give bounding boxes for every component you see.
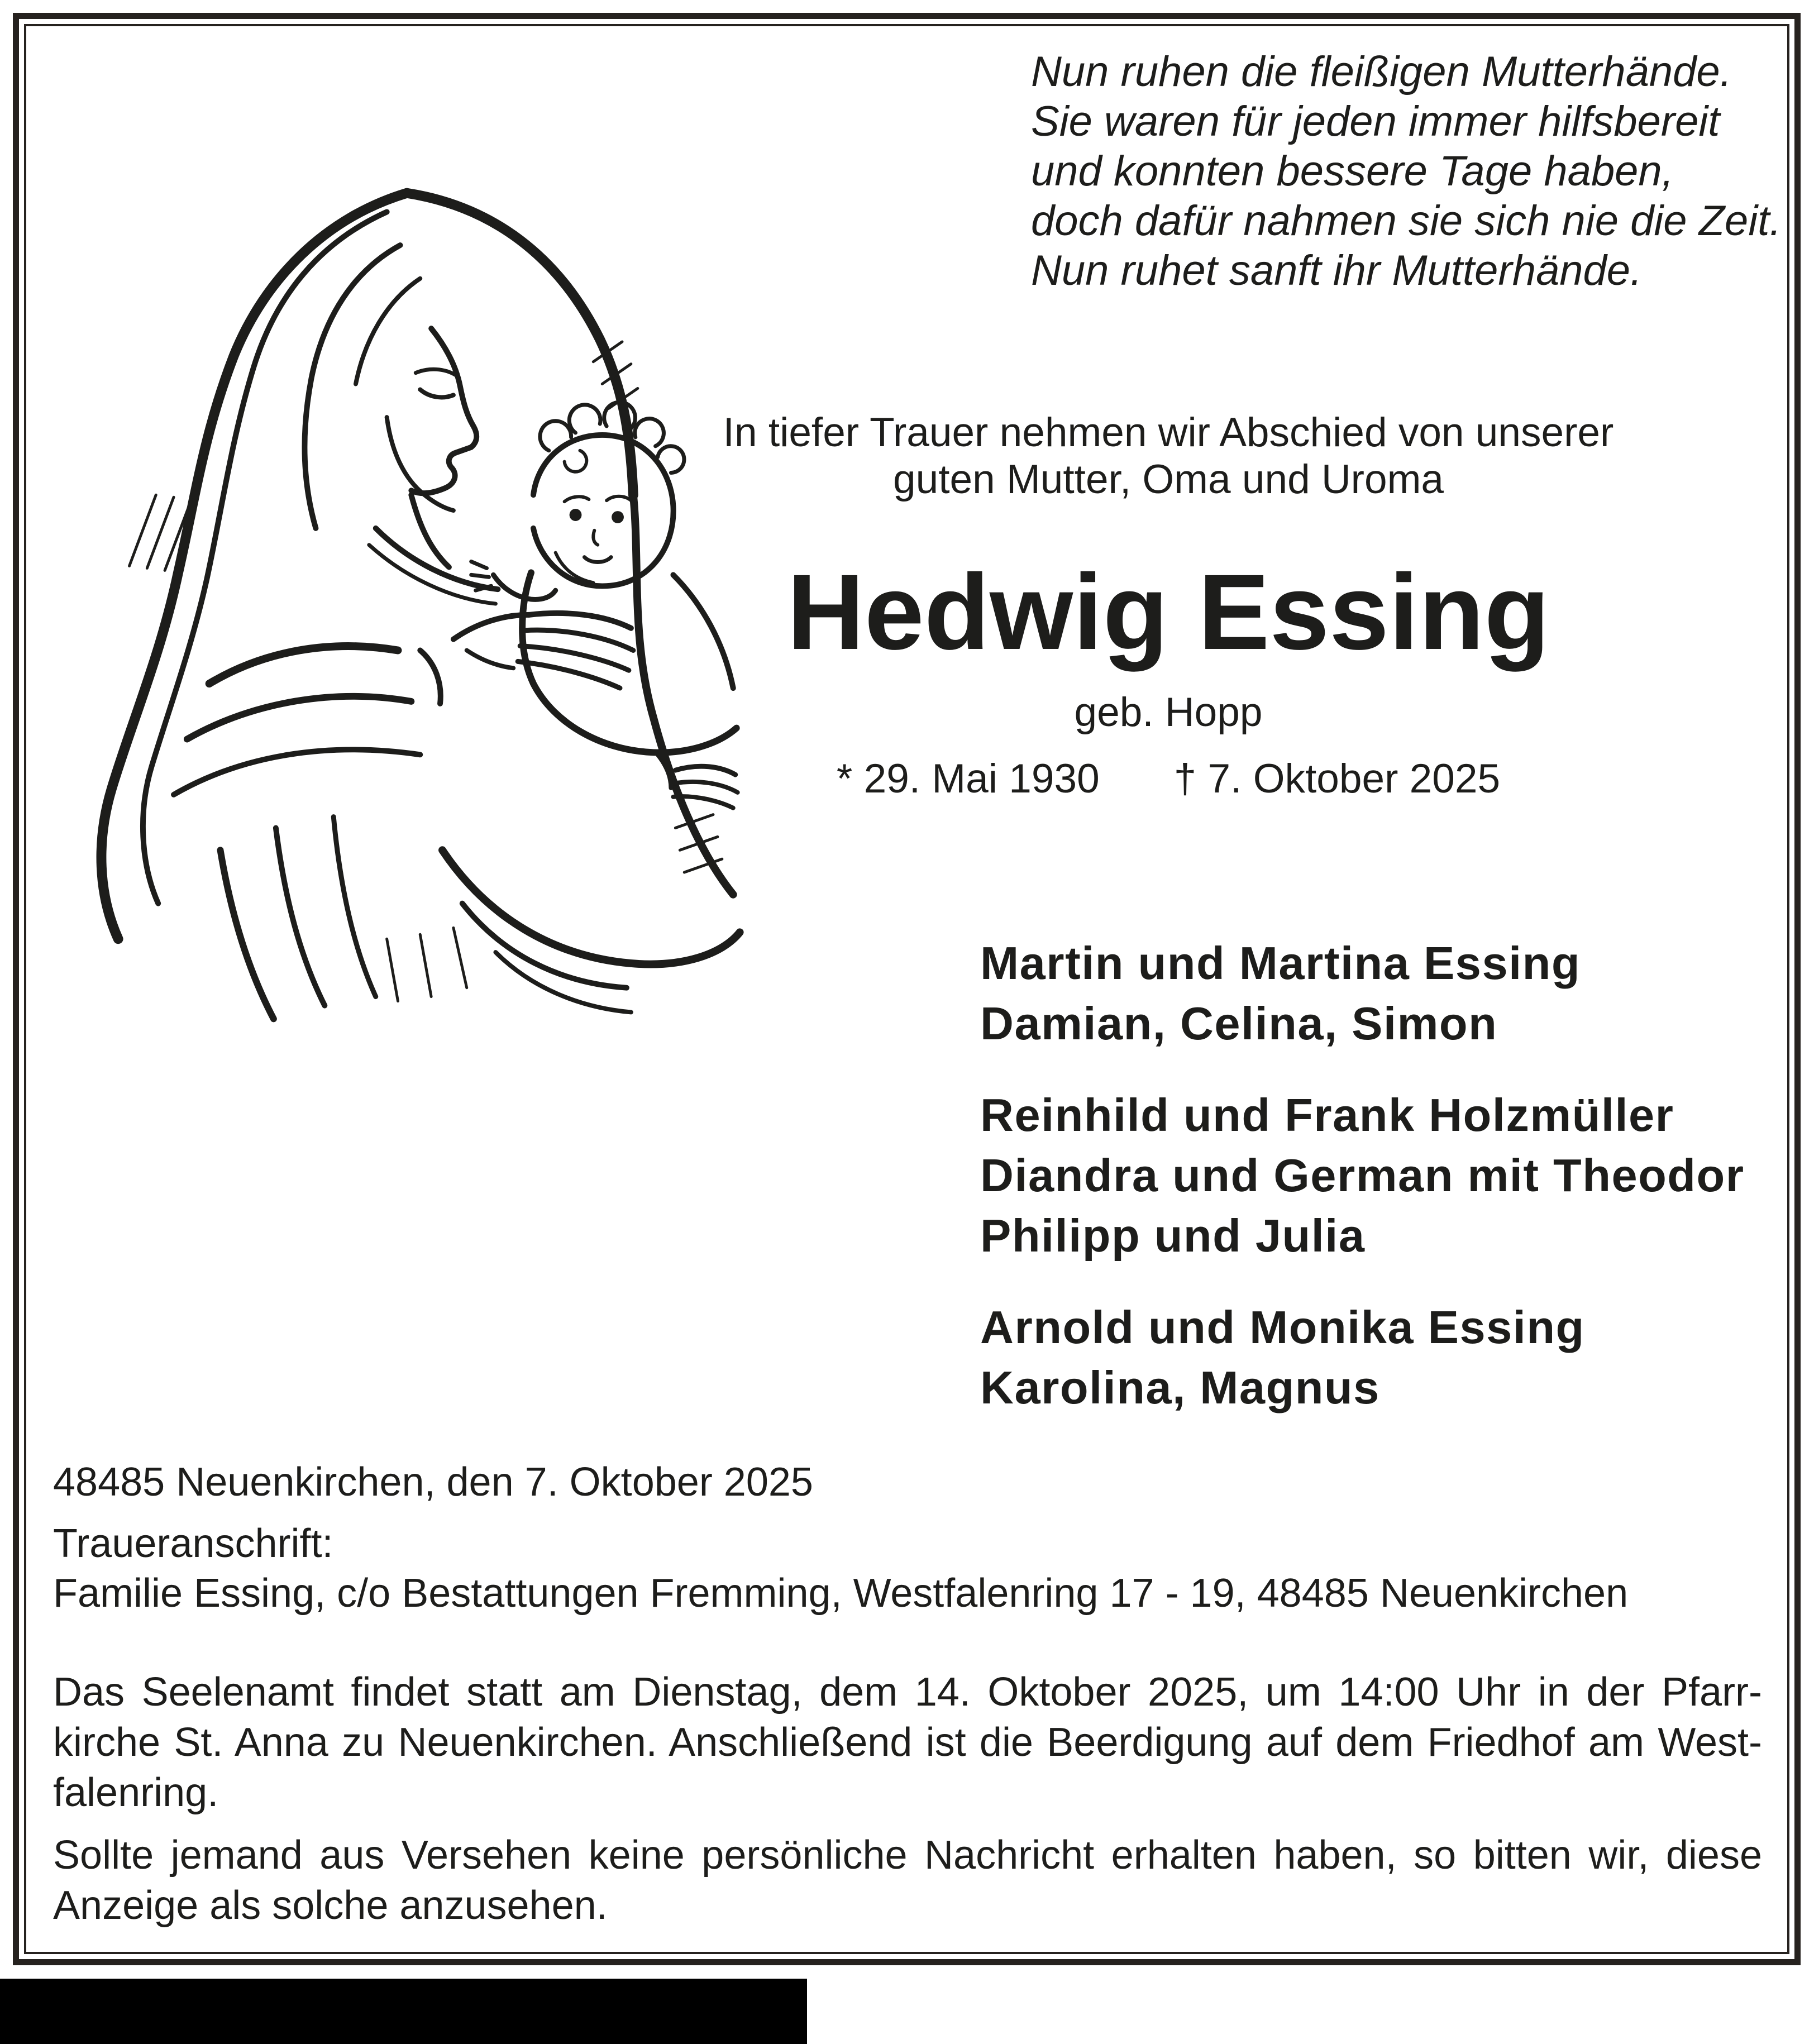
birth-date: * 29. Mai 1930 bbox=[836, 756, 1100, 801]
service-line: Das Seelenamt findet statt am Dienstag, dem 14. Oktober 2025, um 14:00 Uhr in der Pfarr- bbox=[53, 1670, 1762, 1715]
notice-paragraph bbox=[53, 1830, 1762, 1931]
mourner-line: Damian, Celina, Simon bbox=[980, 997, 1498, 1049]
mourner-group bbox=[980, 1297, 1745, 1418]
notice-line: Anzeige als solche anzusehen. bbox=[53, 1883, 608, 1928]
service-paragraph bbox=[53, 1667, 1762, 1818]
mourning-address bbox=[53, 1519, 1628, 1618]
birth-name: geb. Hopp bbox=[1074, 690, 1263, 735]
poem-line: doch dafür nahmen sie sich nie die Zeit. bbox=[1031, 197, 1782, 245]
mourning-address-label: Traueranschrift: bbox=[53, 1521, 333, 1566]
city-date-line: 48485 Neuenkirchen, den 7. Oktober 2025 bbox=[53, 1460, 813, 1505]
poem-line: Sie waren für jeden immer hilfsbereit bbox=[1031, 98, 1720, 145]
madonna-and-child-illustration bbox=[50, 162, 746, 1050]
mourner-line: Karolina, Magnus bbox=[980, 1362, 1380, 1413]
poem-line: Nun ruhen die fleißigen Mutterhände. bbox=[1031, 48, 1732, 95]
mourner-line: Philipp und Julia bbox=[980, 1210, 1366, 1262]
intro-line: In tiefer Trauer nehmen wir Abschied von unserer bbox=[723, 410, 1614, 455]
adjacent-ad-black-box bbox=[0, 1979, 807, 2044]
mourner-group bbox=[980, 1085, 1745, 1266]
mourner-line: Arnold und Monika Essing bbox=[980, 1301, 1585, 1353]
death-date: † 7. Oktober 2025 bbox=[1173, 756, 1501, 801]
mourner-group bbox=[980, 933, 1745, 1054]
life-dates bbox=[648, 758, 1689, 799]
service-line: kirche St. Anna zu Neuenkirchen. Anschließend ist die Beerdigung auf dem Friedhof am West- bbox=[53, 1720, 1762, 1765]
memorial-poem bbox=[1031, 47, 1781, 295]
poem-line: Nun ruhet sanft ihr Mutterhände. bbox=[1031, 247, 1643, 294]
mourner-line: Reinhild und Frank Holzmüller bbox=[980, 1089, 1674, 1141]
mourners-list bbox=[980, 933, 1745, 1449]
mourning-address-line: Familie Essing, c/o Bestattungen Fremming, Westfalenring 17 - 19, 48485 Neuenkirchen bbox=[53, 1571, 1629, 1616]
service-line: falenring. bbox=[53, 1770, 219, 1815]
intro-line: guten Mutter, Oma und Uroma bbox=[893, 457, 1444, 502]
notice-line: Sollte jemand aus Versehen keine persönliche Nachricht erhalten haben, so bitten wir, diese bbox=[53, 1833, 1762, 1878]
poem-line: und konnten bessere Tage haben, bbox=[1031, 147, 1674, 195]
farewell-intro bbox=[648, 409, 1689, 503]
mourner-line: Martin und Martina Essing bbox=[980, 937, 1581, 989]
deceased-name: Hedwig Essing bbox=[787, 552, 1550, 672]
mourner-line: Diandra und German mit Theodor bbox=[980, 1149, 1745, 1201]
